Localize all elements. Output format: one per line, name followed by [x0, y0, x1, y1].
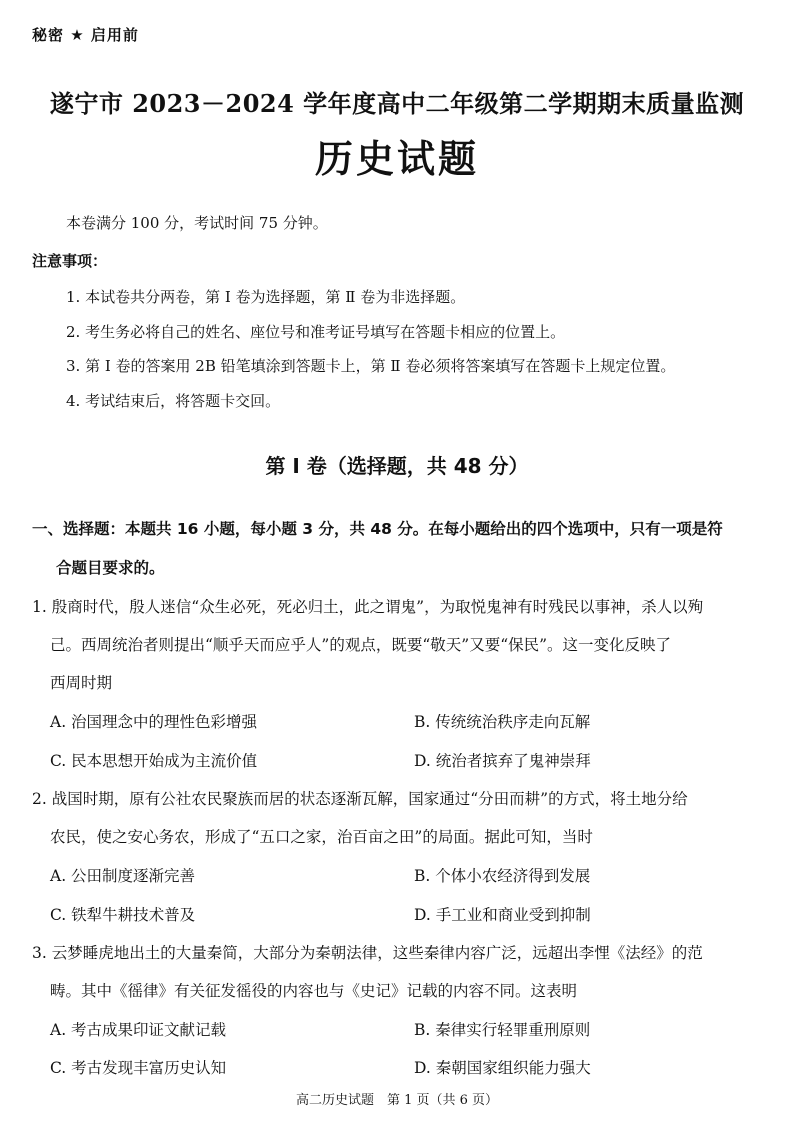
- question-3-text: 3. 云梦睡虎地出土的大量秦简，大部分为秦朝法律，这些秦律内容广泛，远超出李悝《法经》的范: [32, 944, 703, 962]
- subject-title: 历史试题: [314, 137, 479, 181]
- question-3-text: 畴。其中《徭律》有关征发徭役的内容也与《史记》记载的内容不同。这表明: [50, 982, 578, 1000]
- note-item: 4. 考试结束后，将答题卡交回。: [66, 392, 281, 410]
- confidential-label: 秘密 ★ 启用前: [32, 26, 139, 44]
- question-1-text: 1. 殷商时代，殷人迷信“众生必死，死必归土，此之谓鬼”，为取悦鬼神有时残民以事神，杀人以殉: [32, 598, 704, 616]
- option-b: B. 个体小农经济得到发展: [414, 867, 591, 885]
- note-item: 1. 本试卷共分两卷，第 Ⅰ 卷为选择题，第 Ⅱ 卷为非选择题。: [66, 288, 466, 306]
- option-a: A. 考古成果印证文献记载: [50, 1021, 227, 1039]
- option-c: C. 铁犁牛耕技术普及: [50, 906, 196, 924]
- notes-heading: 注意事项：: [32, 252, 108, 270]
- part-instructions: 合题目要求的。: [56, 559, 165, 577]
- option-d: D. 秦朝国家组织能力强大: [414, 1059, 591, 1077]
- option-d: D. 统治者摈弃了鬼神崇拜: [414, 752, 591, 770]
- note-item: 2. 考生务必将自己的姓名、座位号和准考证号填写在答题卡相应的位置上。: [66, 323, 566, 341]
- option-d: D. 手工业和商业受到抑制: [414, 906, 591, 924]
- note-item: 3. 第 Ⅰ 卷的答案用 2B 铅笔填涂到答题卡上，第 Ⅱ 卷必须将答案填写在答题卡上规定位置。: [66, 357, 676, 375]
- option-c: C. 民本思想开始成为主流价值: [50, 752, 258, 770]
- page-footer: 高二历史试题 第 1 页（共 6 页）: [295, 1093, 499, 1108]
- option-a: A. 治国理念中的理性色彩增强: [50, 713, 258, 731]
- intro-text: 本卷满分 100 分，考试时间 75 分钟。: [66, 214, 328, 232]
- section-title: 第 Ⅰ 卷（选择题，共 48 分）: [265, 454, 529, 478]
- option-b: B. 秦律实行轻罪重刑原则: [414, 1021, 591, 1039]
- part-instructions: 一、选择题：本题共 16 小题，每小题 3 分，共 48 分。在每小题给出的四个选项中，只有一项是符: [32, 520, 723, 538]
- option-c: C. 考古发现丰富历史认知: [50, 1059, 227, 1077]
- question-2-text: 农民，使之安心务农，形成了“五口之家，治百亩之田”的局面。据此可知，当时: [50, 828, 593, 846]
- question-2-text: 2. 战国时期，原有公社农民聚族而居的状态逐渐瓦解，国家通过“分田而耕”的方式，将土地分给: [32, 790, 688, 808]
- question-1-text: 己。西周统治者则提出“顺乎天而应乎人”的观点，既要“敬天”又要“保民”。这一变化反映了: [50, 636, 672, 654]
- question-1-text: 西周时期: [50, 674, 113, 692]
- option-b: B. 传统统治秩序走向瓦解: [414, 713, 591, 731]
- exam-title: 遂宁市 2023－2024 学年度高中二年级第二学期期末质量监测: [49, 89, 745, 118]
- option-a: A. 公田制度逐渐完善: [50, 867, 196, 885]
